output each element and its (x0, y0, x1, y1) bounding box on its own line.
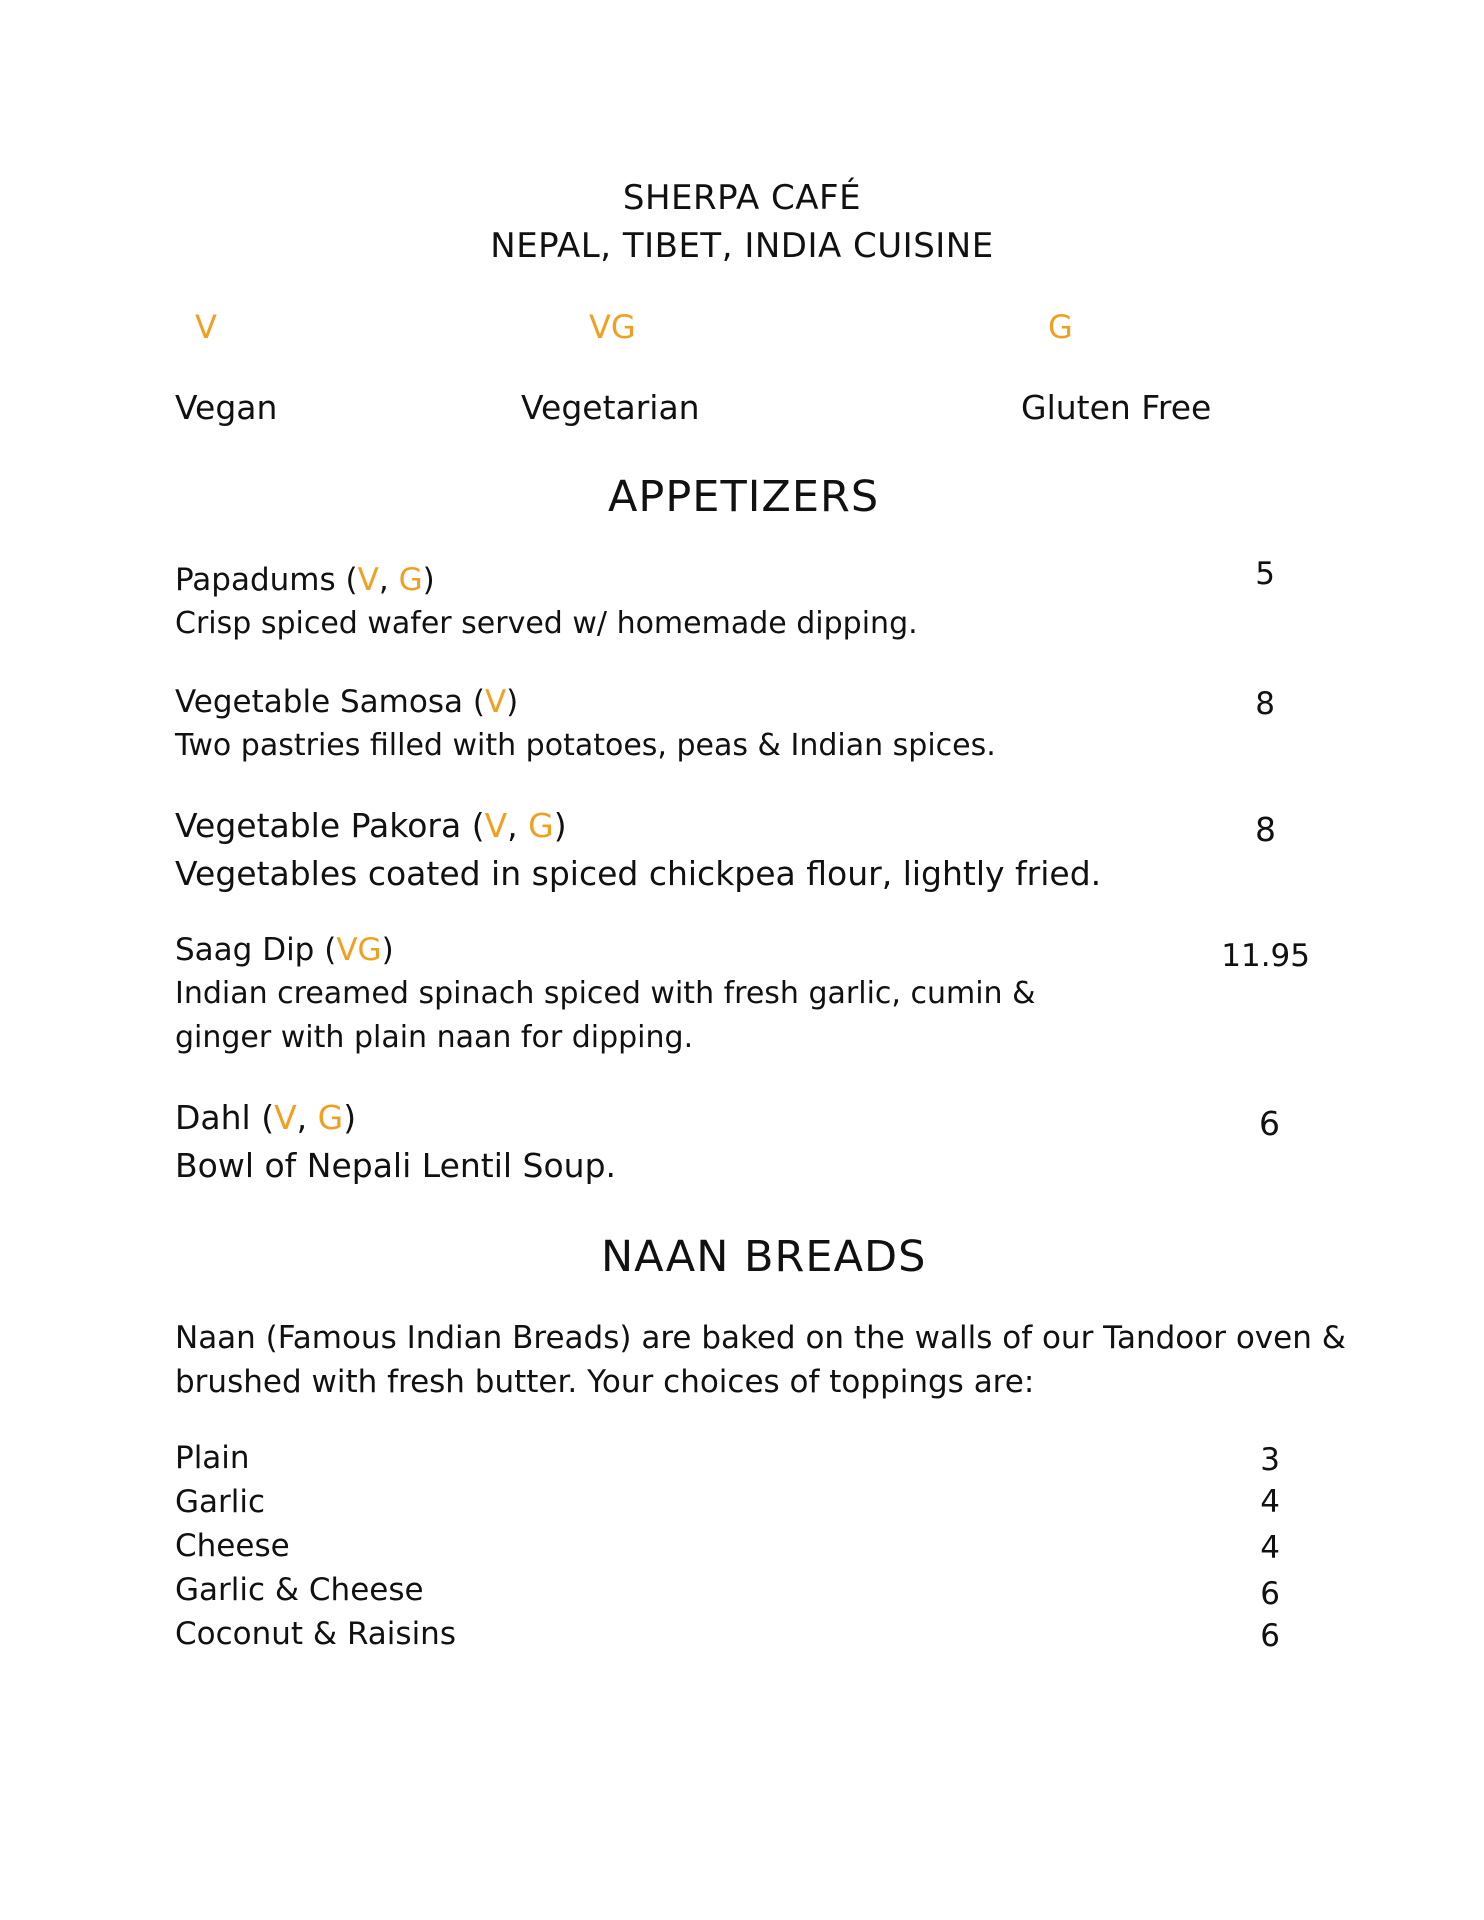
naan-breads-heading: NAAN BREADS (601, 1232, 927, 1282)
restaurant-name: SHERPA CAFÉ (622, 178, 862, 218)
naan-intro-line: brushed with fresh butter. Your choices of toppings are: (175, 1364, 1035, 1400)
menu-item-description: Crisp spiced wafer served w/ homemade dipping. (175, 606, 918, 641)
menu-item-price: 5 (1255, 556, 1275, 592)
legend-code-gluten-free: G (1048, 308, 1073, 346)
naan-item-price: 4 (1260, 1484, 1280, 1520)
legend-label-vegetarian: Vegetarian (521, 388, 700, 427)
item-name-text: Vegetable Pakora (175, 806, 462, 845)
menu-item-price: 6 (1259, 1104, 1280, 1143)
legend-code-vegetarian: VG (589, 308, 636, 346)
diet-tag: VG (336, 932, 382, 968)
menu-item-name-papadums: Papadums (V, G) (175, 562, 435, 598)
diet-tag: V (357, 562, 379, 598)
naan-item-price: 6 (1260, 1618, 1280, 1654)
menu-item-name-vegetable-samosa: Vegetable Samosa (V) (175, 684, 519, 720)
menu-item-description: Indian creamed spinach spiced with fresh garlic, cumin & (175, 976, 1036, 1011)
legend-label-gluten-free: Gluten Free (1021, 388, 1212, 427)
menu-item-name-vegetable-pakora: Vegetable Pakora (V, G) (175, 806, 567, 845)
diet-tag: V (484, 806, 508, 845)
naan-item-price: 6 (1260, 1576, 1280, 1612)
menu-item-description: ginger with plain naan for dipping. (175, 1020, 694, 1055)
naan-item-name: Coconut & Raisins (175, 1616, 456, 1652)
naan-item-name: Plain (175, 1440, 250, 1476)
menu-item-name-saag-dip: Saag Dip (VG) (175, 932, 394, 968)
item-name-text: Saag Dip (175, 932, 315, 968)
menu-item-description: Two pastries filled with potatoes, peas & Indian spices. (175, 728, 996, 763)
menu-item-description: Vegetables coated in spiced chickpea flour, lightly fried. (175, 854, 1102, 893)
cuisine-subtitle: NEPAL, TIBET, INDIA CUISINE (490, 226, 994, 266)
item-name-text: Papadums (175, 562, 336, 598)
legend-label-vegan: Vegan (175, 388, 278, 427)
naan-item-price: 3 (1260, 1442, 1280, 1478)
diet-tag: G (398, 562, 423, 598)
menu-item-price: 8 (1255, 686, 1275, 722)
naan-item-name: Garlic & Cheese (175, 1572, 424, 1608)
appetizers-heading: APPETIZERS (608, 472, 880, 522)
item-name-text: Vegetable Samosa (175, 684, 463, 720)
naan-item-name: Garlic (175, 1484, 266, 1520)
menu-item-price: 8 (1255, 810, 1276, 849)
menu-item-price: 11.95 (1221, 938, 1310, 974)
diet-tag: G (528, 806, 554, 845)
item-name-text: Dahl (175, 1098, 251, 1137)
menu-item-name-dahl: Dahl (V, G) (175, 1098, 357, 1137)
naan-item-price: 4 (1260, 1530, 1280, 1566)
legend-code-vegan: V (195, 308, 217, 346)
diet-tag: V (484, 684, 507, 720)
diet-tag: V (274, 1098, 297, 1137)
naan-intro-line: Naan (Famous Indian Breads) are baked on the walls of our Tandoor oven & (175, 1320, 1346, 1356)
diet-tag: G (317, 1098, 344, 1137)
naan-item-name: Cheese (175, 1528, 290, 1564)
menu-item-description: Bowl of Nepali Lentil Soup. (175, 1146, 617, 1185)
